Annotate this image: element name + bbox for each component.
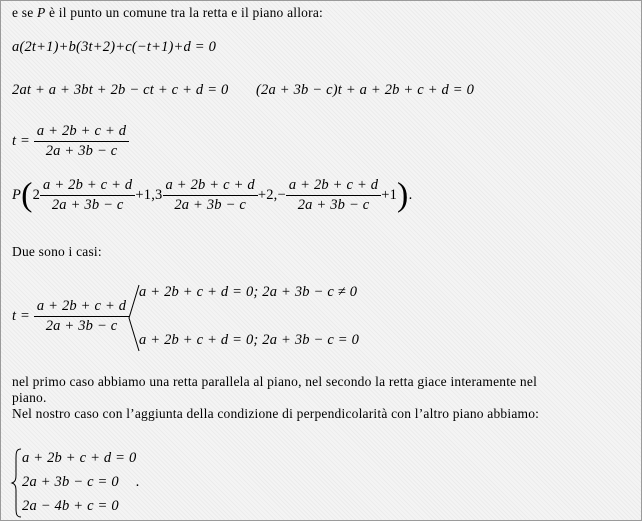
coord3-numerator: a + 2b + c + d [286,177,381,196]
paragraph-line-3: Nel nostro caso con l’aggiunta della condizione di perpendicolarità con l’altro piano abbiamo: [12,406,540,421]
cases-lhs [12,298,129,335]
cases-intro: Due sono i casi: [12,244,102,259]
paragraph-line-2: piano. [12,390,47,405]
system-row-2: 2a + 3b − c = 0 [22,474,119,490]
coord2-numerator: a + 2b + c + d [163,177,258,196]
intro-before: e se [12,5,37,20]
coord2-denominator: 2a + 3b − c [174,197,247,213]
t-solution-denominator: 2a + 3b − c [45,143,118,159]
intro-line [12,5,323,21]
paragraph-line-1: nel primo caso abbiamo una retta parallela al piano, nel secondo la retta giace interamente nel [12,374,538,389]
coord2-coef: 3 [155,186,163,203]
coord1-fraction [40,177,135,214]
case-2: a + 2b + c + d = 0; 2a + 3b − c = 0 [139,332,360,348]
cases-numerator: a + 2b + c + d [34,298,129,317]
point-name: P [12,186,22,203]
equation-collected: (2a + 3b − c)t + a + 2b + c + d = 0 [256,82,475,98]
equation-expanded: 2at + a + 3bt + 2b − ct + c + d = 0 [12,82,229,98]
coord3-tail: +1 [381,186,398,203]
coord1-denominator: 2a + 3b − c [51,197,124,213]
t-solution-fraction [34,123,129,160]
coord2-tail: +2,− [257,186,286,203]
coord3-denominator: 2a + 3b − c [297,197,370,213]
system-period: . [136,474,140,490]
case-1: a + 2b + c + d = 0; 2a + 3b − c ≠ 0 [139,284,358,300]
intro-point-var: P [37,5,46,20]
system-row-1: a + 2b + c + d = 0 [22,450,137,466]
coord1-coef: 2 [32,186,41,203]
right-paren: ) [397,176,409,214]
intro-after: è il punto un comune tra la retta e il piano allora: [45,5,323,20]
coord1-tail: +1, [135,186,156,203]
coord3-fraction [286,177,381,214]
t-solution-lhs: t = [12,132,31,149]
point-coordinates [12,177,412,214]
system-row-3: 2a − 4b + c = 0 [22,498,119,514]
left-paren: ( [21,176,33,214]
equation-substitution: a(2t+1)+b(3t+2)+c(−t+1)+d = 0 [12,39,217,55]
cases-t-lhs: t = [12,307,31,324]
coord1-numerator: a + 2b + c + d [40,177,135,196]
coord2-fraction [163,177,258,214]
t-solution-numerator: a + 2b + c + d [34,123,129,142]
point-period: . [408,186,413,203]
cases-denominator: 2a + 3b − c [45,318,118,334]
t-solution [12,123,129,160]
cases-fraction [34,298,129,335]
